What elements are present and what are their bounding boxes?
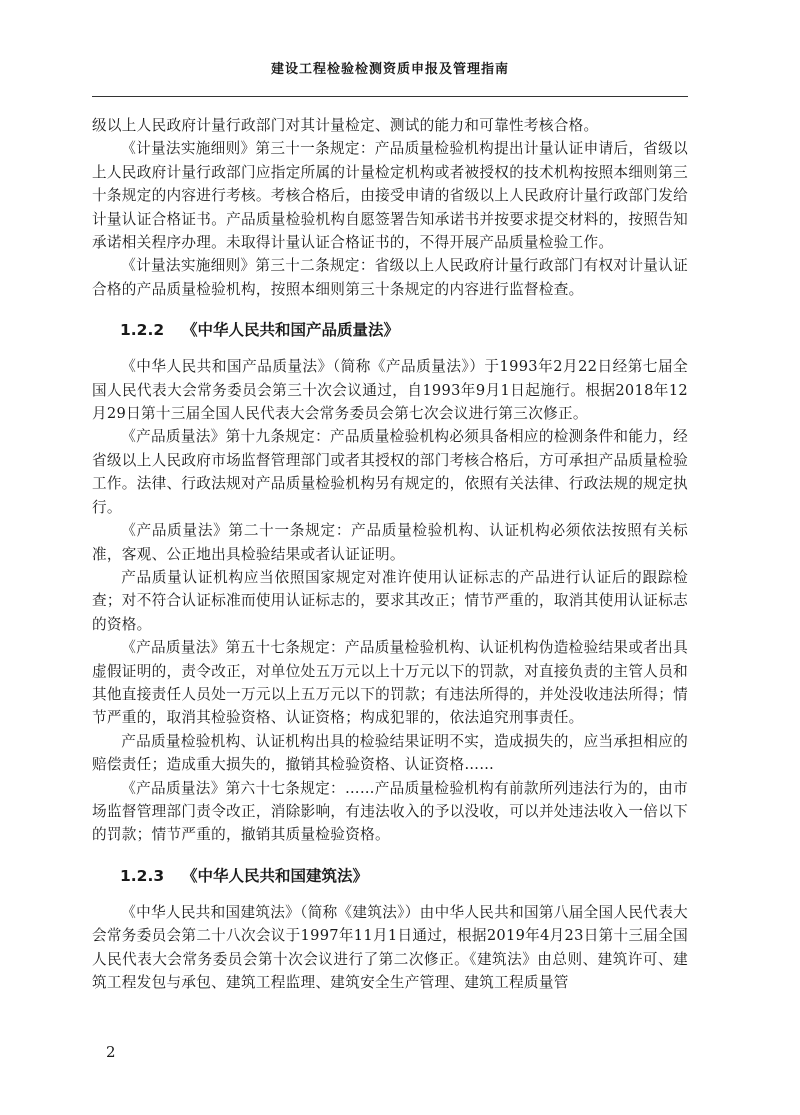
paragraph: 《产品质量法》第六十七条规定：……产品质量检验机构有前款所列违法行为的，由市场监督管理部门责令改正，消除影响，有违法收入的予以没收，可以并处违法收入一倍以下的罚款；情节严重的，撤销其质量检验资格。 (92, 779, 688, 844)
page-body (92, 114, 688, 994)
section-number: 1.2.2 (120, 321, 165, 340)
section-heading (92, 863, 688, 889)
section-title: 《中华人民共和国建筑法》 (182, 866, 369, 885)
paragraph: 《产品质量法》第十九条规定：产品质量检验机构必须具备相应的检测条件和能力，经省级以上人民政府市场监督管理部门或者其授权的部门考核合格后，方可承担产品质量检验工作。法律、行政法规对产品质量检验机构另有规定的，依照有关法律、行政法规的规定执行。 (92, 428, 688, 516)
paragraph: 级以上人民政府计量行政部门对其计量检定、测试的能力和可靠性考核合格。 (92, 117, 599, 134)
section-heading (92, 317, 688, 343)
running-header: 建设工程检验检测资质申报及管理指南 (270, 62, 509, 77)
paragraph: 《计量法实施细则》第三十二条规定：省级以上人民政府计量行政部门有权对计量认证合格的产品质量检验机构，按照本细则第三十条规定的内容进行监督检查。 (92, 257, 688, 298)
section-title: 《中华人民共和国产品质量法》 (182, 321, 400, 340)
paragraph: 《产品质量法》第二十一条规定：产品质量检验机构、认证机构必须依法按照有关标准，客观、公正地出具检验结果或者认证证明。 (92, 522, 688, 563)
paragraph: 《中华人民共和国产品质量法》（简称《产品质量法》）于1993年2月22日经第七届全国人民代表大会常务委员会第三十次会议通过，自1993年9月1日起施行。根据2018年12月29日第十三届全国人民代表大会常务委员会第七次会议进行第三次修正。 (92, 358, 688, 423)
paragraph: 《产品质量法》第五十七条规定：产品质量检验机构、认证机构伪造检验结果或者出具虚假证明的，责令改正，对单位处五万元以上十万元以下的罚款，对直接负责的主管人员和其他直接责任人员处一万元以上五万元以下的罚款；有违法所得的，并处没收违法所得；情节严重的，取消其检验资格、认证资格；构成犯罪的，依法追究刑事责任。 (92, 639, 688, 727)
paragraph: 《计量法实施细则》第三十一条规定：产品质量检验机构提出计量认证申请后，省级以上人民政府计量行政部门应指定所属的计量检定机构或者被授权的技术机构按照本细则第三十条规定的内容进行考核。考核合格后，由接受申请的省级以上人民政府计量行政部门发给计量认证合格证书。产品质量检验机构自愿签署告知承诺书并按要求提交材料的，按照告知承诺相关程序办理。未取得计量认证合格证书的，不得开展产品质量检验工作。 (92, 140, 688, 252)
paragraph: 产品质量认证机构应当依照国家规定对准许使用认证标志的产品进行认证后的跟踪检查；对不符合认证标准而使用认证标志的，要求其改正；情节严重的，取消其使用认证标志的资格。 (92, 568, 688, 633)
page-number: 2 (106, 1043, 116, 1061)
section-number: 1.2.3 (120, 866, 165, 885)
header-rule (92, 96, 688, 97)
paragraph: 产品质量检验机构、认证机构出具的检验结果证明不实，造成损失的，应当承担相应的赔偿责任；造成重大损失的，撤销其检验资格、认证资格…… (92, 732, 688, 774)
paragraph: 《中华人民共和国建筑法》（简称《建筑法》）由中华人民共和国第八届全国人民代表大会常务委员会第二十八次会议于1997年11月1日通过，根据2019年4月23日第十三届全国人民代表大会常务委员会第十次会议进行了第二次修正。《建筑法》由总则、建筑许可、建筑工程发包与承包、建筑工程监理、建筑安全生产管理、建筑工程质量管 (92, 903, 688, 991)
